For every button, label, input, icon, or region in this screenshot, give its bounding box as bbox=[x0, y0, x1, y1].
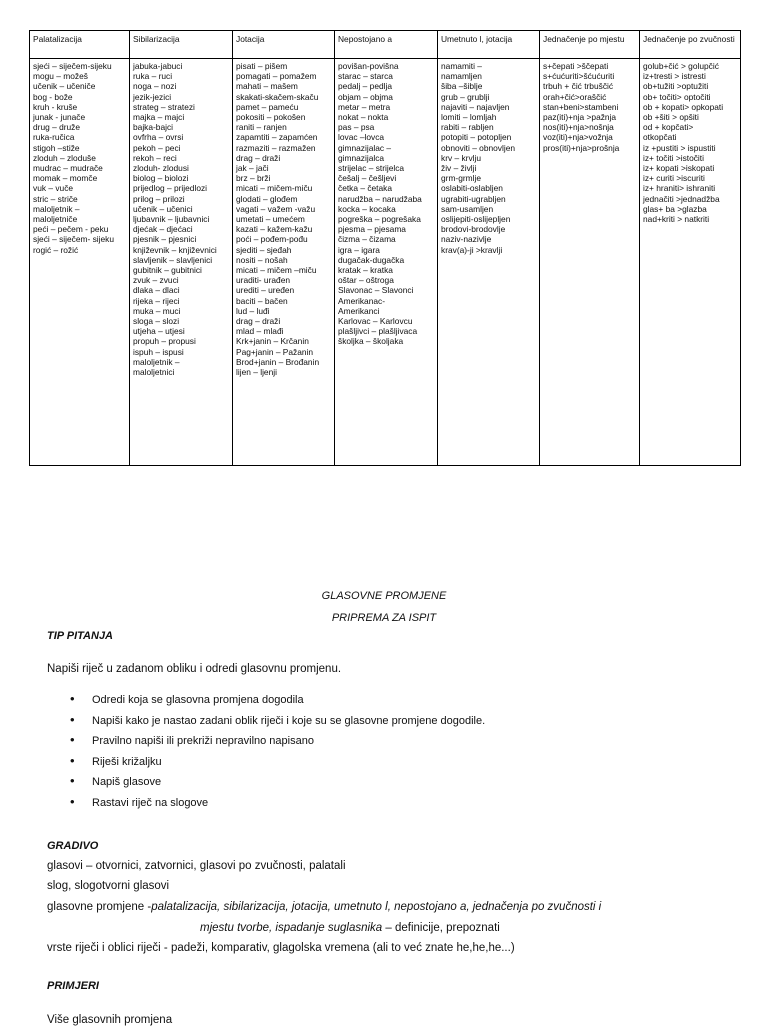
table-cell-line: sjediti – sjeđah bbox=[236, 244, 292, 255]
table-cell-line: s+čepati >ščepati bbox=[543, 61, 609, 71]
last-line: Više glasovnih promjena bbox=[47, 1014, 173, 1026]
cell-jotacija bbox=[233, 59, 335, 466]
table-cell-line: baciti – bačen bbox=[236, 295, 288, 306]
header-jotacija: Jotacija bbox=[233, 31, 335, 59]
table-cell-line: ob + kopati> opkopati bbox=[643, 101, 724, 112]
table-cell-line: uraditi- urađen bbox=[236, 275, 291, 286]
table-cell-line: dlaka – dlaci bbox=[133, 285, 180, 296]
tip-pitanja-label: TIP PITANJA bbox=[47, 630, 114, 642]
table-cell-line: mahati – mašem bbox=[236, 81, 298, 92]
table-cell-line: pomagati – pomažem bbox=[236, 71, 317, 82]
table-cell-line: maloljetniče bbox=[33, 214, 78, 225]
list-item: • Odredi koja se glasovna promjena dogodila bbox=[92, 693, 485, 714]
table-cell-line: ob+ točiti> optočiti bbox=[643, 91, 711, 102]
table-cell-line: pekoh – peci bbox=[133, 142, 181, 153]
table-cell-line: micati – mičem-miču bbox=[236, 183, 313, 194]
table-cell-line: zloduh- zlodusi bbox=[133, 163, 189, 174]
list-item: • Napiši kako je nastao zadani oblik riječi i koje su se glasovne promjene dogodile. bbox=[92, 714, 485, 735]
primjeri-label: PRIMJERI bbox=[47, 980, 99, 992]
title-line-1: GLASOVNE PROMJENE bbox=[321, 590, 447, 602]
header-nepostojano-a: Nepostojano a bbox=[335, 31, 438, 59]
table-cell-line: umetati – umećem bbox=[236, 214, 305, 225]
list-item: • Napiš glasove bbox=[92, 775, 485, 796]
table-cell-line: lijen – ljenji bbox=[236, 367, 277, 378]
table-cell-line: strateg – stratezi bbox=[133, 101, 195, 112]
table-cell-line: bog - bože bbox=[33, 91, 73, 102]
table-cell-line: propuh – propusi bbox=[133, 336, 196, 347]
table-cell-line: Amerikanci bbox=[338, 305, 380, 316]
table-cell-line: vagati – važem -važu bbox=[236, 203, 316, 214]
table-cell-line: momak – momče bbox=[33, 173, 98, 184]
table-cell-line: plašljivci – plašljivaca bbox=[338, 326, 418, 337]
table-cell-line: zloduh – zloduše bbox=[33, 152, 96, 163]
table-cell-line: razmaziti – razmažen bbox=[236, 142, 316, 153]
table-cell-line: pas – psa bbox=[338, 122, 375, 133]
gradivo-line-4 bbox=[200, 922, 500, 934]
table-cell-line: četka – četaka bbox=[338, 183, 393, 194]
table-cell-line: sjeći – siječem- sijeku bbox=[33, 234, 114, 245]
table-cell-line: živ – življi bbox=[441, 163, 477, 174]
table-cell-line: iz+ kopati >iskopati bbox=[643, 163, 715, 174]
table-cell-line: rijeka – rijeci bbox=[133, 295, 180, 306]
table-cell-line: peći – pečem - peku bbox=[33, 224, 109, 235]
table-cell-line: ljubavnik – ljubavnici bbox=[133, 214, 210, 225]
table-cell-line: ruka – ruci bbox=[133, 71, 173, 82]
cell-palatalizacija bbox=[30, 59, 130, 466]
list-item: • Rastavi riječ na slogove bbox=[92, 796, 485, 817]
table-cell-line: dugačak-dugačka bbox=[338, 254, 405, 265]
table-cell-line: učenik – učenici bbox=[133, 203, 193, 214]
table-cell-line: zvuk – zvuci bbox=[133, 275, 179, 286]
table-cell-line: naziv-nazivlje bbox=[441, 234, 492, 245]
table-cell-line: skakati-skačem-skaču bbox=[236, 91, 319, 102]
table-cell-line: učenik – učeniče bbox=[33, 81, 96, 92]
gradivo-line-4-suffix: – definicije, prepoznati bbox=[382, 922, 500, 934]
table-cell-line: jak – jači bbox=[236, 163, 269, 174]
table-cell-line: ob +šiti > opšiti bbox=[643, 112, 699, 123]
table-cell-line: grub – grublji bbox=[441, 91, 490, 102]
header-umetnuto-l: Umetnuto l, jotacija bbox=[438, 31, 540, 59]
instruction-text: Napiši riječ u zadanom obliku i odredi glasovnu promjenu. bbox=[47, 663, 342, 675]
table-cell-line: povišan-povišna bbox=[338, 61, 399, 71]
table-cell-line: paz(iti)+nja >pažnja bbox=[543, 112, 617, 123]
table-cell-line: rekoh – reci bbox=[133, 152, 177, 163]
table-cell-line: starac – starca bbox=[338, 71, 393, 82]
table-cell-line: maloljetnik – bbox=[133, 356, 180, 367]
table-cell-line: iz+ točiti >istočiti bbox=[643, 152, 704, 163]
cell-jednacenje-mjestu bbox=[540, 59, 640, 466]
table-cell-line: pogreška – pogrešaka bbox=[338, 214, 421, 225]
table-cell-line: poći – pođem-pođu bbox=[236, 234, 308, 245]
table-cell-line: sjeći – siječem-sijeku bbox=[33, 61, 112, 71]
table-cell-line: ovfrha – ovrsi bbox=[133, 132, 184, 143]
cell-nepostojano-a bbox=[335, 59, 438, 466]
gradivo-line-3-prefix: glasovne promjene - bbox=[47, 901, 152, 913]
table-cell-line: kocka – kocaka bbox=[338, 203, 396, 214]
table-cell-line: pros(iti)+nja>prošnja bbox=[543, 142, 620, 153]
table-cell-line: lud – luđi bbox=[236, 305, 270, 316]
table-cell-line: lovac –lovca bbox=[338, 132, 385, 143]
table-cell-line: lomiti – lomljah bbox=[441, 112, 497, 123]
table-cell-line: oslijepiti-oslijepljen bbox=[441, 214, 511, 225]
table-cell-line: stan+beni>stambeni bbox=[543, 101, 619, 112]
table-cell-line: junak - junače bbox=[33, 112, 86, 123]
table-cell-line: slavljenik – slavljenici bbox=[133, 254, 213, 265]
table-cell-line: urediti – uređen bbox=[236, 285, 295, 296]
gradivo-line-4-italic: mjestu tvorbe, ispadanje suglasnika bbox=[200, 922, 383, 934]
cell-jednacenje-zvucnosti bbox=[640, 59, 741, 466]
table-cell-line: čizma – čizama bbox=[338, 234, 396, 245]
table-cell-line: maloljetnici bbox=[133, 367, 175, 378]
table-cell-line: muka – muci bbox=[133, 305, 181, 316]
table-cell-line: Krk+janin – Krčanin bbox=[236, 336, 309, 347]
table-cell-line: školjka – školjaka bbox=[338, 336, 404, 347]
header-jednacenje-mjestu: Jednačenje po mjestu bbox=[540, 31, 640, 59]
table-cell-line: pjesnik – pjesnici bbox=[133, 234, 197, 245]
header-jednacenje-zvucnosti: Jednačenje po zvučnosti bbox=[640, 31, 741, 59]
table-cell-line: kratak – kratka bbox=[338, 265, 393, 276]
table-cell-line: pokositi – pokošen bbox=[236, 112, 306, 123]
table-cell-line: brz – brži bbox=[236, 173, 271, 184]
table-cell-line: pamet – pameću bbox=[236, 101, 299, 112]
table-cell-line: potopiti – potopljen bbox=[441, 132, 512, 143]
table-cell-line: voz(iti)+nja>vožnja bbox=[543, 132, 613, 143]
list-item: • Riješi križaljku bbox=[92, 755, 485, 776]
table-cell-line: pisati – pišem bbox=[236, 61, 288, 71]
table-cell-line: grm-grmlje bbox=[441, 173, 482, 184]
table-cell-line: objam – objma bbox=[338, 91, 393, 102]
table-cell-line: Karlovac – Karlovcu bbox=[338, 316, 413, 327]
table-cell-line: iz+tresti > istresti bbox=[643, 71, 706, 82]
table-cell-line: kruh - kruše bbox=[33, 101, 78, 112]
table-cell-line: stigoh –stiže bbox=[33, 142, 80, 153]
table-cell-line: oštar – oštroga bbox=[338, 275, 394, 286]
table-cell-line: glodati – glođem bbox=[236, 193, 298, 204]
table-cell-line: drag – draži bbox=[236, 316, 281, 327]
table-cell-line: najaviti – najavljen bbox=[441, 101, 510, 112]
table-cell-line: krav(a)-ji >kravlji bbox=[441, 244, 503, 255]
table-cell-line: nositi – nošah bbox=[236, 254, 288, 265]
gradivo-line-1: glasovi – otvornici, zatvornici, glasovi po zvučnosti, palatali bbox=[47, 860, 346, 872]
title-line-2: PRIPREMA ZA ISPIT bbox=[331, 612, 437, 624]
table-cell-line: oslabiti-oslabljen bbox=[441, 183, 503, 194]
table-cell-line: drug – druže bbox=[33, 122, 81, 133]
header-palatalizacija: Palatalizacija bbox=[30, 31, 130, 59]
table-cell-line: krv – krvlju bbox=[441, 152, 482, 163]
table-cell-line: jezik-jezici bbox=[133, 91, 172, 102]
table-cell-line: noga – nozi bbox=[133, 81, 177, 92]
task-bullet-list bbox=[92, 693, 485, 816]
table-header-row bbox=[30, 31, 741, 59]
table-cell-line: narudžba – narudžaba bbox=[338, 193, 422, 204]
table-cell-line: nad+kriti > natkriti bbox=[643, 214, 710, 225]
table-cell-line: djećak – djećaci bbox=[133, 224, 193, 235]
table-cell-line: književnik – književnici bbox=[133, 244, 217, 255]
table-cell-line: bajka-bajci bbox=[133, 122, 174, 133]
table-cell-line: mudrac – mudrače bbox=[33, 163, 103, 174]
gradivo-label: GRADIVO bbox=[47, 840, 99, 852]
table-cell-line: majka – majci bbox=[133, 112, 185, 123]
gradivo-line-2: slog, slogotvorni glasovi bbox=[47, 880, 170, 892]
table-cell-line: s+ćućuriti>šćućuriti bbox=[543, 71, 615, 82]
table-cell-line: Brod+janin – Brođanin bbox=[236, 356, 320, 367]
table-cell-line: iz+ hraniti> ishraniti bbox=[643, 183, 716, 194]
table-cell-line: gubitnik – gubitnici bbox=[133, 265, 202, 276]
table-cell-line: češalj – češljevi bbox=[338, 173, 397, 184]
table-cell-line: glas+ ba >glazba bbox=[643, 203, 707, 214]
table-cell-line: vuk – vuče bbox=[33, 183, 74, 194]
table-row bbox=[30, 59, 741, 466]
table-cell-line: šiba –šiblje bbox=[441, 81, 483, 92]
table-cell-line: otkopčati bbox=[643, 132, 677, 143]
table-cell-line: namamljen bbox=[441, 71, 482, 82]
table-cell-line: brodovi-brodovlje bbox=[441, 224, 506, 235]
table-cell-line: ob+tužiti >optužiti bbox=[643, 81, 709, 92]
sound-changes-table bbox=[29, 30, 740, 466]
table-cell-line: pjesma – pjesama bbox=[338, 224, 406, 235]
table-cell-line: gimnazijalac – bbox=[338, 142, 392, 153]
table-cell-line: trbuh + čić trbuščić bbox=[543, 81, 614, 92]
table-cell-line: golub+čić > golupčić bbox=[643, 61, 719, 71]
table-cell-line: pedalj – pedlja bbox=[338, 81, 393, 92]
table-cell-line: strijelac – strijelca bbox=[338, 163, 405, 174]
table-cell-line: maloljetnik – bbox=[33, 203, 80, 214]
table-cell-line: obnoviti – obnovljen bbox=[441, 142, 516, 153]
table-cell-line: prijedlog – prijedlozi bbox=[133, 183, 208, 194]
header-sibilarizacija: Sibilarizacija bbox=[130, 31, 233, 59]
table-cell-line: mogu – možeš bbox=[33, 71, 88, 82]
table-cell-line: Amerikanac- bbox=[338, 295, 386, 306]
table-cell-line: gimnazijalca bbox=[338, 152, 385, 163]
table-cell-line: od + kopčati> bbox=[643, 122, 694, 133]
table-cell-line: stric – striče bbox=[33, 193, 78, 204]
table-cell-line: kazati – kažem-kažu bbox=[236, 224, 313, 235]
table-cell-line: raniti – ranjen bbox=[236, 122, 287, 133]
table-cell-line: drag – draži bbox=[236, 152, 281, 163]
cell-umetnuto-l bbox=[438, 59, 540, 466]
table-cell-line: iz+ curiti >iscuriti bbox=[643, 173, 705, 184]
table-cell-line: biolog – biolozi bbox=[133, 173, 189, 184]
table-cell-line: rabiti – rabljen bbox=[441, 122, 494, 133]
table-cell-line: Pag+janin – Pažanin bbox=[236, 346, 314, 357]
table-cell-line: nos(iti)+nja>nošnja bbox=[543, 122, 614, 133]
table-cell-line: igra – igara bbox=[338, 244, 380, 255]
table-cell-line: jednačiti >jednadžba bbox=[643, 193, 720, 204]
table-cell-line: utjeha – utjesi bbox=[133, 326, 185, 337]
table-cell-line: micati – mičem –miču bbox=[236, 265, 317, 276]
table-cell-line: ugrabiti-ugrabljen bbox=[441, 193, 506, 204]
table-cell-line: ruka-ručica bbox=[33, 132, 75, 143]
table-cell-line: nokat – nokta bbox=[338, 112, 389, 123]
list-item: • Pravilno napiši ili prekriži nepravilno napisano bbox=[92, 734, 485, 755]
table-cell-line: orah+čić>oraščić bbox=[543, 91, 607, 102]
table-cell-line: ispuh – ispusi bbox=[133, 346, 184, 357]
table-cell-line: jabuka-jabuci bbox=[133, 61, 183, 71]
cell-sibilarizacija bbox=[130, 59, 233, 466]
gradivo-line-5: vrste riječi i oblici riječi - padeži, komparativ, glagolska vremena (ali to već znate he,he,he...) bbox=[47, 942, 515, 954]
table-cell-line: rogić – rožić bbox=[33, 244, 79, 255]
table-cell-line: zapamtiti – zapamćen bbox=[236, 132, 318, 143]
table-cell-line: namamiti – bbox=[441, 61, 482, 71]
table-cell-line: metar – metra bbox=[338, 101, 391, 112]
table-cell-line: iz +pustiti > ispustiti bbox=[643, 142, 716, 153]
gradivo-line-3 bbox=[47, 901, 601, 913]
gradivo-line-3-italic: palatalizacija, sibilarizacija, jotacija, umetnuto l, nepostojano a, jednačenja po zvučnosti i bbox=[151, 901, 602, 913]
table-cell-line: Slavonac – Slavonci bbox=[338, 285, 414, 296]
table-cell-line: mlad – mlađi bbox=[236, 326, 284, 337]
table-cell-line: sloga – slozi bbox=[133, 316, 180, 327]
table-cell-line: sam-usamljen bbox=[441, 203, 494, 214]
table-cell-line: prilog – prilozi bbox=[133, 193, 185, 204]
examples-table bbox=[29, 30, 741, 466]
